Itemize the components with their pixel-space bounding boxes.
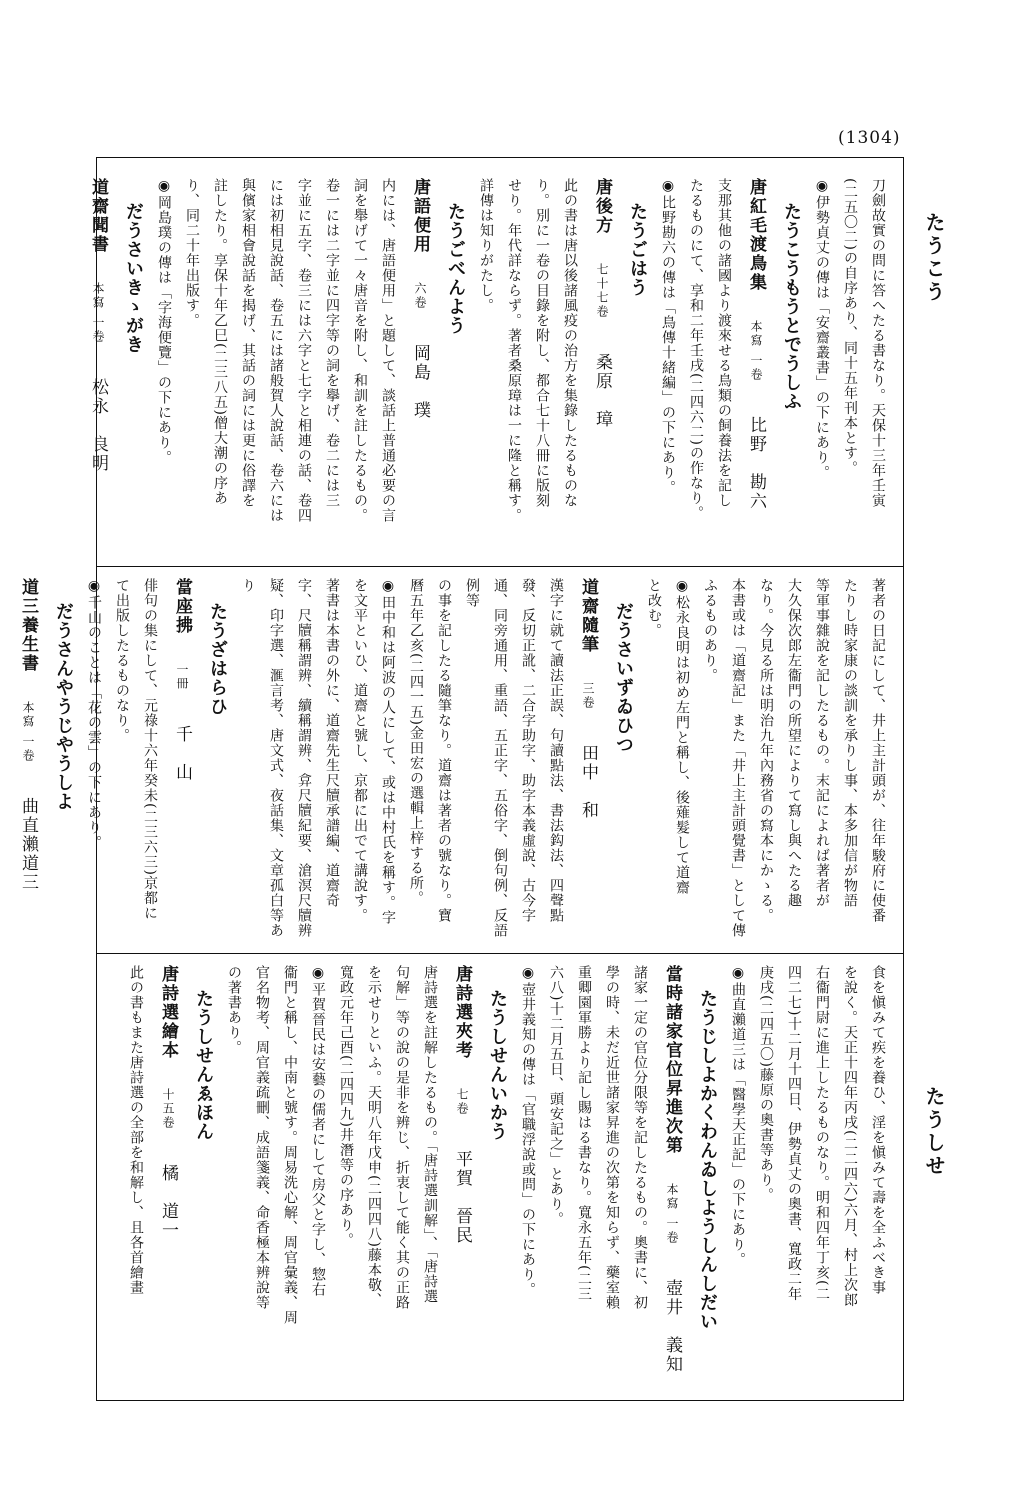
entry-title-line — [10, 578, 46, 944]
body-text-line: 俳句の集にして、元祿十六年癸未(二三六三)京都に — [142, 578, 158, 921]
body-text-line: を文平といひ、道齋と號し、京都に出でて講說す。 — [352, 578, 368, 923]
body-text-line: 字並に五字、卷三には六字と七字と相連の話、卷四 — [296, 178, 312, 523]
body-text-line: ◉平賀晉民は安藝の儒者にして房父と字し、惣右 — [310, 965, 326, 1297]
entry-title: 道三養生書 — [18, 578, 38, 673]
body-text-line: 著者の日記にして、井上主計頭が、往年駿府に使番 — [870, 578, 886, 923]
body-text-line: 句解」等の說の是非を辨じ、折衷して能く其の正路 — [394, 965, 410, 1310]
body-text-line: たりし時家康の談訓を承りし事、本多加信が物語 — [842, 578, 858, 908]
body-text-line: ◉伊勢貞丈の傳は「安齋叢書」の下にあり。 — [814, 178, 830, 480]
body-text-line: て出版したるものなり。 — [114, 578, 130, 743]
body-text-line: 此の書は唐以後諸風疫の治方を集錄したるものな — [562, 178, 578, 508]
entry-volumes: 本寫 一卷 — [665, 1183, 679, 1245]
section-top — [88, 178, 892, 556]
body-text-line: 疑、印字選、滙言考、唐文式、夜話集、文章孤白等あり — [240, 578, 284, 938]
entry-volumes: 本寫 一卷 — [21, 701, 35, 763]
entry-title-line — [150, 965, 186, 1391]
body-text-line: 與儐家相會說話を揭げ、其話の詞には更に俗譯を — [240, 178, 256, 508]
side-heading-top: たうこう — [922, 212, 946, 304]
entry-author: 岡島 璞 — [410, 344, 430, 420]
body-text-line: 著書は本書の外に、道齋先生尺牘承譜編、道齋奇 — [324, 578, 340, 908]
page-number: (1304) — [838, 128, 901, 148]
entry-author: 橘 道一 — [158, 1164, 178, 1240]
body-text-line: せり。年代詳ならず。著者桑原璋は一に隆と稱す。 — [506, 178, 522, 523]
body-text-line: 寬政元年己酉(二四四九)井潛等の序あり。 — [338, 965, 354, 1248]
body-text-line: ◉比野勘六の傳は「鳥傳十緒編」の下にあり。 — [660, 178, 676, 495]
body-text-line: 衞門と稱し、中南と號す。周易洗心解、周官彙義、周 — [282, 965, 298, 1325]
section-middle — [18, 578, 892, 944]
body-text-line: り。別に一卷の目錄を附し、都合七十八冊に版刻 — [534, 178, 550, 508]
body-text-line: 曆五年乙亥(二四一五)金田宏の選輯上梓する所。 — [408, 578, 424, 906]
body-text-line: 内には、唐語便用」と題して、談話上普通必要の言 — [380, 178, 396, 523]
body-text-line: 詞を舉げて一々唐音を附し、和訓を註したるもの。 — [352, 178, 368, 523]
body-text-line: り、同二十年出版す。 — [184, 178, 200, 328]
entry-author: 松永 良明 — [88, 377, 108, 473]
body-text-line: 四二七)十二月十四日、伊勢貞丈の奧書、寬政二年 — [786, 965, 802, 1302]
body-text-line: 刀劍故實の問に答へたる書なり。天保十三年壬寅 — [870, 178, 886, 508]
entry-title: 道齋聞書 — [88, 178, 108, 254]
entry-title-line — [444, 965, 480, 1391]
body-text-line: の事を記したる隨筆なり。道齋は著者の號なり。寶 — [436, 578, 452, 923]
body-text-line: ふるものあり。 — [702, 578, 718, 683]
entry-reading-heading: たうごべんよう — [445, 202, 466, 335]
entry-reading-heading: だうさいずゐひつ — [613, 602, 634, 754]
entry-reading-heading: たうごはう — [627, 202, 648, 297]
entry-author: 千 山 — [172, 725, 192, 782]
body-text-line: なり。今見る所は明治九年內務省の寫本にかゝる。 — [758, 578, 774, 923]
entry-title-line — [80, 178, 116, 556]
entry-reading-heading: たうしせんいかう — [487, 989, 508, 1141]
body-text-line: には初相見說話、卷五には諸般賀人說話、卷六には — [268, 178, 284, 523]
entry-title: 唐後方 — [592, 178, 612, 235]
section-divider-bottom — [96, 953, 904, 954]
entry-volumes: 三卷 — [581, 682, 595, 710]
entry-title-line — [654, 965, 690, 1391]
body-text-line: 註したり。享保十年乙巳(二三八五)僧大潮の序あ — [212, 178, 228, 506]
body-text-line: 此の書もまた唐詩選の全部を和解し、且各首繪畫 — [128, 965, 144, 1295]
body-text-line: 食を愼みて疾を養ひ、淫を愼みて壽を全ふべき事 — [870, 965, 886, 1295]
body-text-line: 漢字に就て讀法正誤、句讀點法、書法鈎法、四聲點 — [548, 578, 564, 923]
entry-title: 道齋隨筆 — [578, 578, 598, 654]
entry-title-line — [584, 178, 620, 556]
entry-reading-heading: たうしせんゑほん — [193, 989, 214, 1141]
entry-title-line — [402, 178, 438, 556]
body-text-line: 學の時、未だ近世諸家昇進の次第を知らず、藥室賴 — [604, 965, 620, 1310]
entry-title: 當座拂 — [172, 578, 192, 635]
body-text-line: の著書あり。 — [226, 965, 242, 1055]
body-text-line: を說く。天正十四年丙戌(二二四六)六月、村上次郎 — [842, 965, 858, 1308]
entry-volumes: 七卷 — [455, 1088, 469, 1116]
entry-title: 唐語便用 — [410, 178, 430, 254]
entry-title-line — [164, 578, 200, 944]
entry-author: 平賀 晉民 — [452, 1150, 472, 1245]
body-text-line: 官名物考、周官義疏刪、成語箋義、命香極本辨說等 — [254, 965, 270, 1310]
entry-volumes: 六卷 — [413, 282, 427, 310]
body-text-line: 通、同旁通用、重語、五正字、五俗字、倒句例、反語例等 — [464, 578, 508, 938]
body-text-line: (二五〇二)の自序あり、同十五年刊本とす。 — [842, 178, 858, 476]
entry-volumes: 十五卷 — [161, 1088, 175, 1130]
body-text-line: 本書或は「道齋記」また「井上主計頭覺書」として傳 — [730, 578, 746, 938]
body-text-line: 卷一には二字並に四字等の詞を擧げ、卷二には三 — [324, 178, 340, 508]
body-text-line: ◉千山のことは「花の雲」の下にあり。 — [86, 578, 102, 850]
entry-reading-heading: たうざはらひ — [207, 602, 228, 716]
body-text-line: ◉田中和は阿波の人にして、或は中村氏を稱す。字 — [380, 578, 396, 925]
entry-author: 曲直瀨道三 — [18, 796, 38, 892]
entry-title-line — [738, 178, 774, 556]
body-text-line: 支那其他の諸國より渡來せる鳥類の飼養法を記し — [716, 178, 732, 508]
entry-reading-heading: たうこうもうとでうしふ — [781, 202, 802, 411]
entry-author: 田中 和 — [578, 744, 598, 820]
entry-reading-heading: だうさんやうじやうしよ — [53, 602, 74, 811]
body-text-line: 六八)十二月五日、頭安記之」とあり。 — [548, 965, 564, 1227]
body-text-line: 諸家一定の官位分限等を記したるもの。奧書に、初 — [632, 965, 648, 1310]
entry-title: 唐詩選繪本 — [158, 965, 178, 1060]
body-text-line: と改む。 — [646, 578, 662, 638]
body-text-line: ◉松永良明は初め左門と稱し、後薙髮して道齋 — [674, 578, 690, 895]
body-text-line: 大久保次郎左衞門の所望によりて寫し與へたる趣 — [786, 578, 802, 908]
body-text-line: ◉壺井義知の傳は「官職浮說或問」の下にあり。 — [520, 965, 536, 1297]
body-text-line: 庚戌(二四五〇)藤原の奧書等あり。 — [758, 965, 774, 1203]
body-text-line: 唐詩選を註解したるもの。「唐詩選訓解」、「唐詩選 — [422, 965, 438, 1304]
entry-author: 比野 勘六 — [746, 415, 766, 511]
entry-reading-heading: だうさいきゝがき — [123, 202, 144, 354]
entry-author: 桑原 璋 — [592, 353, 612, 429]
entry-reading-heading: たうじしよかくわんゐしようしんしだい — [697, 989, 718, 1331]
body-text-line: 等軍事雜說を記したるもの。末記によれば著者が — [814, 578, 830, 908]
body-text-line: を示せりといふ。天明八年戊申(二四四八)藤本敬、 — [366, 965, 382, 1308]
body-text-line: 重卿園軍勝より記し賜はる書なり。寬永五年(二三 — [576, 965, 592, 1302]
body-text-line: 右衞門尉に進上したるものなり。明和四年丁亥(二 — [814, 965, 830, 1302]
entry-title: 唐紅毛渡鳥集 — [746, 178, 766, 292]
body-text-line: 字、尺牘稱謂辨、續稱謂辨、弇尺牘紀要、滄溟尺牘辨 — [296, 578, 312, 938]
body-text-line: たるものにて、享和二年壬戌(二四六二)の作なり。 — [688, 178, 704, 521]
entry-title: 唐詩選夾考 — [452, 965, 472, 1060]
body-text-line: 發、反切正訛、二合字助字、助字本義虛說、古今字 — [520, 578, 536, 923]
entry-volumes: 本寫 一卷 — [91, 282, 105, 344]
section-divider-top — [96, 566, 904, 567]
body-text-line: 詳傳は知りがたし。 — [478, 178, 494, 313]
body-text-line: ◉岡島璞の傳は「字海便覽」の下にあり。 — [156, 178, 172, 465]
entry-title-line — [570, 578, 606, 944]
body-text-line: ◉曲直瀨道三は「醫學天正記」の下にあり。 — [730, 965, 746, 1267]
side-heading-bottom: たうしせ — [922, 1086, 946, 1178]
section-bottom — [112, 965, 892, 1391]
entry-volumes: 本寫 一卷 — [749, 320, 763, 382]
entry-title: 當時諸家官位昇進次第 — [662, 965, 682, 1155]
entry-volumes: 一冊 — [175, 663, 189, 691]
entry-volumes: 七十七卷 — [595, 263, 609, 319]
entry-author: 壺井 義知 — [662, 1278, 682, 1374]
